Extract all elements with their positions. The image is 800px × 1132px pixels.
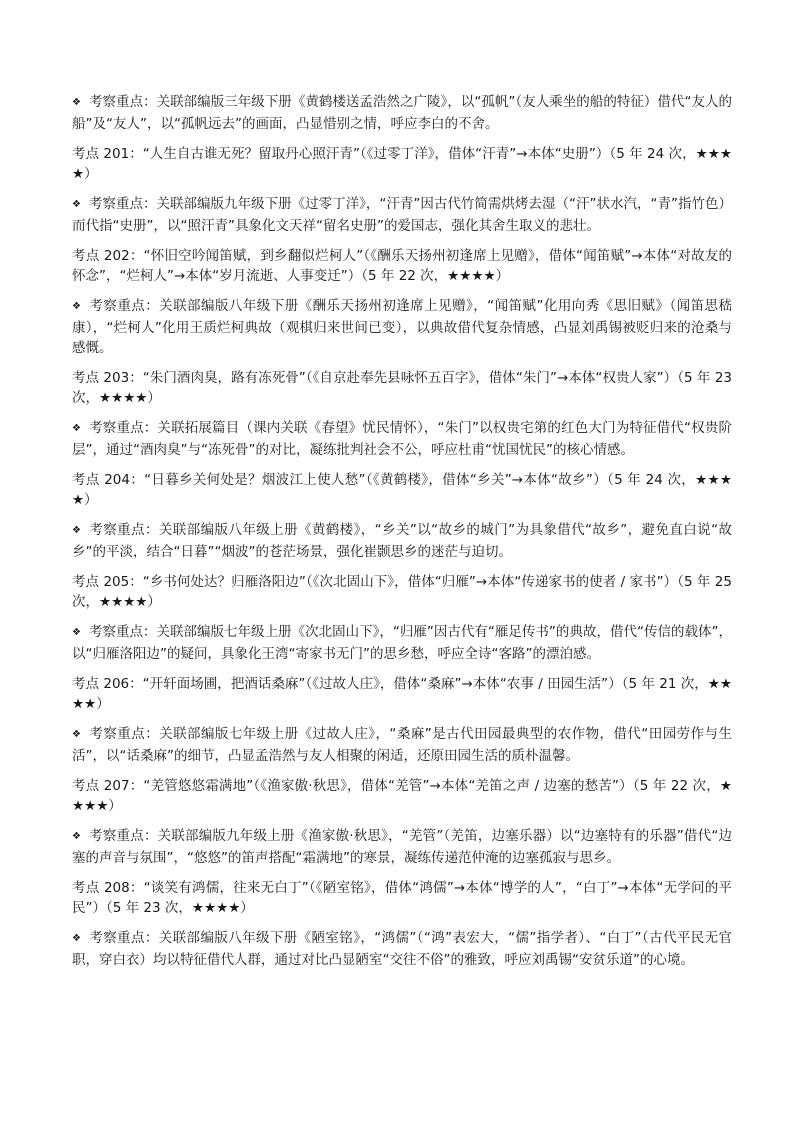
key-note: ❖ 考察重点：关联部编版七年级上册《过故人庄》，“桑麻”是古代田园最典型的农作物，借代“田园劳作与生活”，以“话桑麻”的细节，凸显孟浩然与友人相聚的闲适，还原田园生活的质朴温馨。 <box>72 724 732 766</box>
key-note: ❖ 考察重点：关联部编版九年级上册《渔家傲·秋思》，“羌管”（羌笛，边塞乐器）以“边塞特有的乐器”借代“边塞的声音与氛围”，“悠悠”的笛声搭配“霜满地”的寒景，凝练传递范仲淹的边塞孤寂与思乡。 <box>72 826 732 868</box>
exam-point-202: 考点 202：“怀旧空吟闻笛赋，到乡翻似烂柯人”（《酬乐天扬州初逢席上见赠》，借体“闻笛赋”→本体“对故友的怀念”，“烂柯人”→本体“岁月流逝、人事变迁”）（5 年 22 次，★★★★） <box>72 248 732 284</box>
key-note: ❖ 考察重点：关联拓展篇目（课内关联《春望》忧民情怀），“朱门”以权贵宅第的红色大门为特征借代“权贵阶层”，通过“酒肉臭”与“冻死骨”的对比，凝练批判社会不公，呼应杜甫“忧国忧民”的核心情感。 <box>72 418 732 460</box>
document-page <box>72 92 732 980</box>
exam-point-208: 考点 208：“谈笑有鸿儒，往来无白丁”（《陋室铭》，借体“鸿儒”→本体“博学的人”，“白丁”→本体“无学问的平民”）（5 年 23 次，★★★★） <box>72 880 732 916</box>
exam-point-207: 考点 207：“羌管悠悠霜满地”（《渔家傲·秋思》，借体“羌管”→本体“羌笛之声 / 边塞的愁苦”）（5 年 22 次，★★★★） <box>72 778 732 814</box>
exam-point-205: 考点 205：“乡书何处达？归雁洛阳边”（《次北固山下》，借体“归雁”→本体“传递家书的使者 / 家书”）（5 年 25 次，★★★★） <box>72 574 732 610</box>
key-note: ❖ 考察重点：关联部编版八年级下册《酬乐天扬州初逢席上见赠》，“闻笛赋”化用向秀《思旧赋》（闻笛思嵇康），“烂柯人”化用王质烂柯典故（观棋归来世间已变），以典故借代复杂情感，凸显刘禹锡被贬归来的沧桑与感慨。 <box>72 296 732 358</box>
key-note: ❖ 考察重点：关联部编版八年级下册《陋室铭》，“鸿儒”（“鸿”表宏大，“儒”指学者）、“白丁”（古代平民无官职，穿白衣）均以特征借代人群，通过对比凸显陋室“交往不俗”的雅致，呼应刘禹锡“安贫乐道”的心境。 <box>72 928 732 970</box>
key-note: ❖ 考察重点：关联部编版三年级下册《黄鹤楼送孟浩然之广陵》，以“孤帆”（友人乘坐的船的特征）借代“友人的船”及“友人”，以“孤帆远去”的画面，凸显惜别之情，呼应李白的不舍。 <box>72 92 732 134</box>
key-note: ❖ 考察重点：关联部编版七年级上册《次北固山下》，“归雁”因古代有“雁足传书”的典故，借代“传信的载体”，以“归雁洛阳边”的疑问，具象化王湾“寄家书无门”的思乡愁，呼应全诗“客路”的漂泊感。 <box>72 622 732 664</box>
exam-point-206: 考点 206：“开轩面场圃，把酒话桑麻”（《过故人庄》，借体“桑麻”→本体“农事 / 田园生活”）（5 年 21 次，★★★★） <box>72 676 732 712</box>
exam-point-203: 考点 203：“朱门酒肉臭，路有冻死骨”（《自京赴奉先县咏怀五百字》，借体“朱门”→本体“权贵人家”）（5 年 23 次，★★★★） <box>72 370 732 406</box>
key-note: ❖ 考察重点：关联部编版八年级上册《黄鹤楼》，“乡关”以“故乡的城门”为具象借代“故乡”，避免直白说“故乡”的平淡，结合“日暮”“烟波”的苍茫场景，强化崔颢思乡的迷茫与迫切。 <box>72 520 732 562</box>
key-note: ❖ 考察重点：关联部编版九年级下册《过零丁洋》，“汗青”因古代竹简需烘烤去湿（“汗”状水汽，“青”指竹色）而代指“史册”，以“照汗青”具象化文天祥“留名史册”的爱国志，强化其舍生取义的悲壮。 <box>72 194 732 236</box>
exam-point-204: 考点 204：“日暮乡关何处是？烟波江上使人愁”（《黄鹤楼》，借体“乡关”→本体“故乡”）（5 年 24 次，★★★★） <box>72 472 732 508</box>
exam-point-201: 考点 201：“人生自古谁无死？留取丹心照汗青”（《过零丁洋》，借体“汗青”→本体“史册”）（5 年 24 次，★★★★） <box>72 146 732 182</box>
